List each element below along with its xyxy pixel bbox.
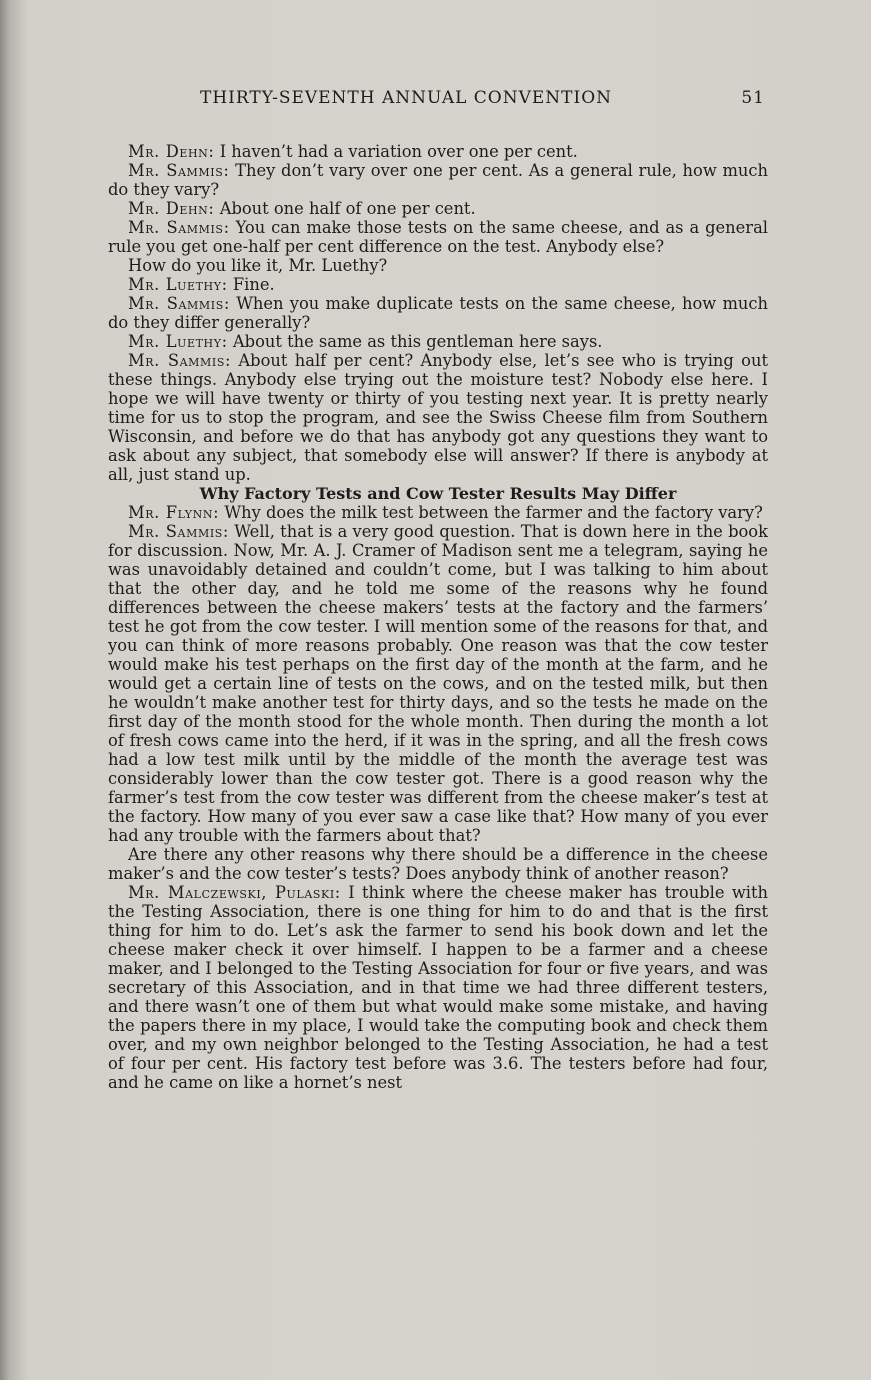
speech-paragraph bbox=[108, 845, 768, 883]
running-header bbox=[200, 88, 765, 108]
speaker-name: Mr. Luethy: bbox=[128, 332, 228, 351]
speech-text: About the same as this gentleman here says. bbox=[232, 332, 603, 351]
speech-text: When you make duplicate tests on the same cheese, how much do they differ generally? bbox=[108, 294, 768, 332]
speech-text: I haven’t had a variation over one per cent. bbox=[219, 142, 578, 161]
speaker-name: Mr. Sammis: bbox=[128, 218, 230, 237]
speech-text: About one half of one per cent. bbox=[219, 199, 476, 218]
section-heading: Why Factory Tests and Cow Tester Results May Differ bbox=[199, 484, 677, 503]
speaker-name: Mr. Sammis: bbox=[128, 522, 229, 541]
header-title: THIRTY-SEVENTH ANNUAL CONVENTION bbox=[200, 88, 613, 108]
speech-text: About half per cent? Anybody else, let’s see who is trying out these things. Anybody else trying out the moisture test? Nobody else here. I hope we will have twenty or thirty of you testing next year. It is pretty nearly time for us to stop the program, and see the Swiss Cheese film from Southern Wisconsin, and before we do that has anybody got any questions they want to ask about any subject, that somebody else will answer? If there is anybody at all, just stand up. bbox=[108, 351, 768, 484]
speaker-name: Mr. Dehn: bbox=[128, 199, 215, 218]
page-content bbox=[108, 142, 768, 1092]
speech-text: Are there any other reasons why there should be a difference in the cheese maker’s and the cow tester’s tests? Does anybody think of another reason? bbox=[108, 845, 768, 883]
speech-paragraph bbox=[108, 161, 768, 199]
page-number: 51 bbox=[741, 88, 765, 108]
speech-paragraph bbox=[108, 332, 768, 351]
speaker-name: Mr. Malczewski, Pulaski: bbox=[128, 883, 341, 902]
speech-paragraph bbox=[108, 218, 768, 256]
speech-paragraph bbox=[108, 351, 768, 484]
speech-text: How do you like it, Mr. Luethy? bbox=[128, 256, 388, 275]
speech-paragraph bbox=[108, 883, 768, 1092]
speaker-name: Mr. Luethy: bbox=[128, 275, 228, 294]
speaker-name: Mr. Sammis: bbox=[128, 351, 232, 370]
speech-paragraph bbox=[108, 522, 768, 845]
speaker-name: Mr. Sammis: bbox=[128, 161, 230, 180]
speaker-name: Mr. Sammis: bbox=[128, 294, 230, 313]
section-two bbox=[108, 503, 768, 1092]
speech-text: Fine. bbox=[232, 275, 275, 294]
speech-paragraph bbox=[108, 199, 768, 218]
speech-text: Well, that is a very good question. That is down here in the book for discussion. Now, Mr. A. J. Cramer of Madison sent me a telegram, saying he was unavoidably detained and couldn’t come, but I was talking to him about that the other day, and he told me some of the reasons why he found differences between the cheese makers’ tests at the factory and the farmers’ test he got from the cow tester. I will mention some of the reasons for that, and you can think of more reasons probably. One reason was that the cow tester would make his test perhaps on the first day of the month at the farm, and he would get a certain line of tests on the cows, and on the tested milk, but then he wouldn’t make another test for thirty days, and so the tests he made on the first day of the month stood for the whole month. Then during the month a lot of fresh cows came into the herd, if it was in the spring, and all the fresh cows had a low test milk until by the middle of the month the average test was considerably lower than the cow tester got. There is a good reason why the farmer’s test from the cow tester was different from the cheese maker’s test at the factory. How many of you ever saw a case like that? How many of you ever had any trouble with the farmers about that? bbox=[108, 522, 768, 845]
speech-paragraph bbox=[108, 503, 768, 522]
speech-paragraph bbox=[108, 275, 768, 294]
speech-text: I think where the cheese maker has trouble with the Testing Association, there is one thing for him to do and that is the first thing for him to do. Let’s ask the farmer to send his book down and let the cheese maker check it over himself. I happen to be a farmer and a cheese maker, and I belonged to the Testing Association for four or five years, and was secretary of this Association, and in that time we had three different testers, and there wasn’t one of them but what would make some mistake, and having the papers there in my place, I would take the computing book and check them over, and my own neighbor belonged to the Testing Association, he had a test of four per cent. His factory test before was 3.6. The testers before had four, and he came on like a hornet’s nest bbox=[108, 883, 768, 1092]
speaker-name: Mr. Dehn: bbox=[128, 142, 215, 161]
section-one bbox=[108, 142, 768, 484]
speaker-name: Mr. Flynn: bbox=[128, 503, 220, 522]
speech-paragraph bbox=[108, 256, 768, 275]
speech-text: You can make those tests on the same cheese, and as a general rule you get one-half per cent difference on the test. Anybody else? bbox=[108, 218, 768, 256]
speech-paragraph bbox=[108, 294, 768, 332]
speech-paragraph bbox=[108, 142, 768, 161]
speech-text: They don’t vary over one per cent. As a general rule, how much do they vary? bbox=[108, 161, 768, 199]
speech-text: Why does the milk test between the farmer and the factory vary? bbox=[224, 503, 763, 522]
